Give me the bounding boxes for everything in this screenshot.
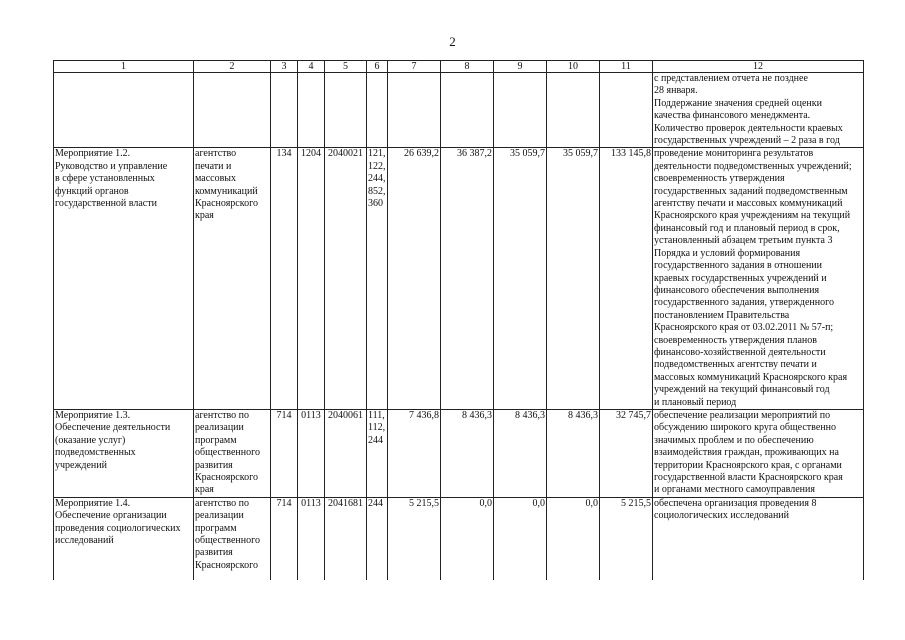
measure-name: Мероприятие 1.3. Обеспечение деятельности (оказание услуг) подведомственных учреждений — [54, 409, 194, 497]
header-col-7: 7 — [388, 61, 441, 73]
table-row-measure-1-3 — [54, 409, 864, 497]
amount-total: 5 215,5 — [600, 497, 653, 580]
expected-result: проведение мониторинга результатов деятельности подведомственных учреждений; своевременность утверждения государственных заданий подведомственным агентству печати и массовых коммуникаций Красноярского края учреждениям на текущий финансовый год и плановый период в срок, установленный абзацем третьим пункта 3 Порядка и условий формирования государственного задания в отношении краевых государственных учреждений и финансового обеспечения выполнения государственного задания, утвержденного постановлением Правительства Красноярского края от 03.02.2011 № 57-п; своевременность утверждения планов финансово-хозяйственной деятельности подведомственных агентству печати и массовых коммуникаций Красноярского края учреждений на текущий финансовый год и плановый период — [653, 148, 864, 410]
header-col-4: 4 — [298, 61, 325, 73]
table-row-continuation — [54, 73, 864, 148]
grbs-code — [271, 73, 298, 148]
amount-col-7: 26 639,2 — [388, 148, 441, 410]
amount-col-8: 8 436,3 — [441, 409, 494, 497]
target-article-code: 2040021 — [325, 148, 367, 410]
measure-name: Мероприятие 1.4. Обеспечение организации проведения социологических исследований — [54, 497, 194, 580]
table-header — [54, 61, 864, 73]
header-col-3: 3 — [271, 61, 298, 73]
expected-result: обеспечение реализации мероприятий по обсуждению широкого круга общественно значимых проблем и по обеспечению взаимодействия граждан, проживающих на территории Красноярского края, с органами государственной власти Красноярского края и органами местного самоуправления — [653, 409, 864, 497]
target-article-code: 2040061 — [325, 409, 367, 497]
amount-col-9: 35 059,7 — [494, 148, 547, 410]
amount-col-9: 8 436,3 — [494, 409, 547, 497]
header-col-11: 11 — [600, 61, 653, 73]
expense-type-code: 121, 122, 244, 852, 360 — [367, 148, 388, 410]
responsible-agency: агентство по реализации программ общественного развития Красноярского — [194, 497, 271, 580]
responsible-agency: агентство печати и массовых коммуникаций Красноярского края — [194, 148, 271, 410]
target-article-code: 2041681 — [325, 497, 367, 580]
measure-name: Мероприятие 1.2. Руководство и управление в сфере установленных функций органов государственной власти — [54, 148, 194, 410]
header-col-6: 6 — [367, 61, 388, 73]
amount-col-8: 36 387,2 — [441, 148, 494, 410]
section-code: 1204 — [298, 148, 325, 410]
expected-result: обеспечена организация проведения 8 социологических исследований — [653, 497, 864, 580]
amount-col-10: 8 436,3 — [547, 409, 600, 497]
section-code — [298, 73, 325, 148]
responsible-agency: агентство по реализации программ общественного развития Красноярского края — [194, 409, 271, 497]
header-row — [54, 61, 864, 73]
amount-col-10: 35 059,7 — [547, 148, 600, 410]
measure-name — [54, 73, 194, 148]
header-col-10: 10 — [547, 61, 600, 73]
amount-col-7: 7 436,8 — [388, 409, 441, 497]
expense-type-code — [367, 73, 388, 148]
header-col-5: 5 — [325, 61, 367, 73]
amount-col-8: 0,0 — [441, 497, 494, 580]
amount-col-7: 5 215,5 — [388, 497, 441, 580]
header-col-1: 1 — [54, 61, 194, 73]
grbs-code: 134 — [271, 148, 298, 410]
section-code: 0113 — [298, 497, 325, 580]
amount-total — [600, 73, 653, 148]
section-code: 0113 — [298, 409, 325, 497]
amount-col-9: 0,0 — [494, 497, 547, 580]
header-col-2: 2 — [194, 61, 271, 73]
page-number: 2 — [449, 34, 456, 49]
grbs-code: 714 — [271, 409, 298, 497]
table-row-measure-1-2 — [54, 148, 864, 410]
target-article-code — [325, 73, 367, 148]
amount-total: 32 745,7 — [600, 409, 653, 497]
expense-type-code: 111, 112, 244 — [367, 409, 388, 497]
amount-col-9 — [494, 73, 547, 148]
amount-total: 133 145,8 — [600, 148, 653, 410]
amount-col-7 — [388, 73, 441, 148]
header-col-8: 8 — [441, 61, 494, 73]
responsible-agency — [194, 73, 271, 148]
table-row-measure-1-4 — [54, 497, 864, 580]
amount-col-10 — [547, 73, 600, 148]
amount-col-8 — [441, 73, 494, 148]
expected-result: с представлением отчета не позднее 28 января. Поддержание значения средней оценки качества финансового менеджмента. Количество проверок деятельности краевых государственных учреждений – 2 раза в год — [653, 73, 864, 148]
program-measures-table — [53, 60, 864, 580]
amount-col-10: 0,0 — [547, 497, 600, 580]
grbs-code: 714 — [271, 497, 298, 580]
header-col-12: 12 — [653, 61, 864, 73]
expense-type-code: 244 — [367, 497, 388, 580]
header-col-9: 9 — [494, 61, 547, 73]
